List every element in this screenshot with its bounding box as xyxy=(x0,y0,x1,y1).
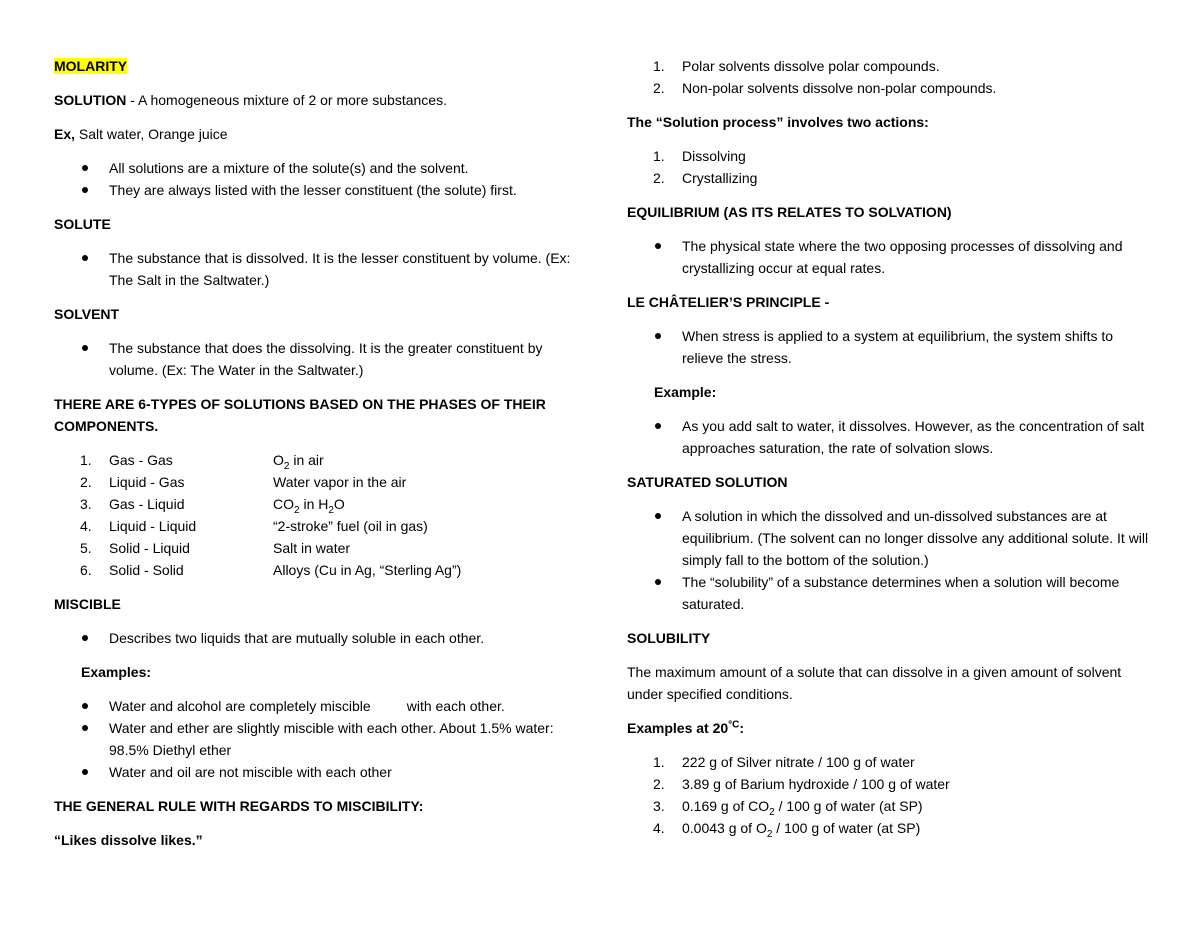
list-item: As you add salt to water, it dissolves. However, as the concentration of salt approaches saturation, the rate of solvation slows. xyxy=(627,415,1157,459)
phase-pair: Gas - Gas xyxy=(109,452,173,468)
solubility-list xyxy=(627,751,1157,839)
list-item: 4. 0.0043 g of $O_2 / 100$ g of water (at SP) xyxy=(653,820,921,840)
lechatelier-bullet-list xyxy=(627,325,1157,369)
list-item xyxy=(54,537,574,559)
examples-label: Examples: xyxy=(81,664,152,680)
rule-list xyxy=(627,55,1157,99)
page-title: MOLARITY xyxy=(54,58,128,74)
miscible-examples-list xyxy=(54,695,574,783)
type-example: “2-stroke” fuel (oil in gas) xyxy=(273,518,428,534)
solution-example xyxy=(54,123,574,145)
solution-types-list xyxy=(54,449,574,581)
rule-heading: THE GENERAL RULE WITH REGARDS TO MISCIBILITY: xyxy=(54,798,424,814)
phase-pair: Gas - Liquid xyxy=(109,496,185,512)
ex-label: Ex, xyxy=(54,126,76,142)
solubility-definition: The maximum amount of a solute that can dissolve in a given amount of solvent under specified conditions. xyxy=(627,664,1122,702)
example-label: Example: xyxy=(654,384,717,400)
phase-pair: Liquid - Liquid xyxy=(109,518,197,534)
item-number: 3. xyxy=(80,496,92,512)
list-item: 1. Dissolving xyxy=(653,148,746,164)
type-example: Alloys (Cu in Ag, “Sterling Ag”) xyxy=(273,562,462,578)
examples-at-heading: Examples at $20^{^\circ C}$: xyxy=(627,719,745,736)
solubility-heading: SOLUBILITY xyxy=(627,630,711,646)
list-item: Water and ether are slightly miscible with each other. About 1.5% water: 98.5% Diethyl ether xyxy=(54,717,574,761)
example-bullet-list xyxy=(627,415,1157,459)
list-item: When stress is applied to a system at equilibrium, the system shifts to relieve the stress. xyxy=(627,325,1157,369)
list-item: The substance that does the dissolving. It is the greater constituent by volume. (Ex: The Water in the Saltwater.) xyxy=(54,337,574,381)
phase-pair: Solid - Solid xyxy=(109,562,184,578)
ex-text: Salt water, Orange juice xyxy=(75,126,228,142)
left-column xyxy=(54,55,574,863)
list-item: The physical state where the two opposing processes of dissolving and crystallizing occur at equal rates. xyxy=(627,235,1157,279)
types-heading: THERE ARE 6-TYPES OF SOLUTIONS BASED ON THE PHASES OF THEIR COMPONENTS. xyxy=(54,396,546,434)
list-item: 2. 3.89 g of Barium hydroxide / 100 g of water xyxy=(653,776,950,792)
rule-text: “Likes dissolve likes.” xyxy=(54,832,203,848)
solute-heading: SOLUTE xyxy=(54,216,111,232)
list-item: The substance that is dissolved. It is the lesser constituent by volume. (Ex: The Salt in the Saltwater.) xyxy=(54,247,574,291)
solution-term: SOLUTION xyxy=(54,92,127,108)
process-list xyxy=(627,145,1157,189)
solvent-heading: SOLVENT xyxy=(54,306,120,322)
phase-pair: Liquid - Gas xyxy=(109,474,185,490)
list-item: 2. Crystallizing xyxy=(653,170,758,186)
list-item xyxy=(54,471,574,493)
item-number: 1. xyxy=(80,452,92,468)
list-item: A solution in which the dissolved and un-dissolved substances are at equilibrium. (The solvent can no longer dissolve any additional solute. It will simply fall to the bottom of the solution.) xyxy=(627,505,1157,571)
item-number: 4. xyxy=(80,518,92,534)
item-number: 6. xyxy=(80,562,92,578)
solute-bullet-list xyxy=(54,247,574,291)
right-column xyxy=(627,55,1157,851)
phase-pair: Solid - Liquid xyxy=(109,540,190,556)
list-item: 3. 0.169 g of $CO_2 / 100$ g of water (at SP) xyxy=(653,798,923,818)
list-item: Describes two liquids that are mutually soluble in each other. xyxy=(54,627,574,649)
solution-def-text: - A homogeneous mixture of 2 or more substances. xyxy=(126,92,447,108)
equilibrium-heading: EQUILIBRIUM (AS ITS RELATES TO SOLVATION) xyxy=(627,204,952,220)
saturated-bullet-list xyxy=(627,505,1157,615)
list-item xyxy=(54,493,574,515)
title-line xyxy=(54,55,574,77)
list-item: The “solubility” of a substance determines when a solution will become saturated. xyxy=(627,571,1157,615)
miscible-heading: MISCIBLE xyxy=(54,596,121,612)
list-item xyxy=(54,515,574,537)
type-example: Salt in water xyxy=(273,540,351,556)
list-item xyxy=(54,559,574,581)
type-example: Water vapor in the air xyxy=(273,474,407,490)
list-item: 1. 222 g of Silver nitrate / 100 g of water xyxy=(653,754,915,770)
solution-bullet-list xyxy=(54,157,574,201)
lechatelier-heading: LE CHÂTELIER’S PRINCIPLE - xyxy=(627,294,830,310)
list-item: 1. Polar solvents dissolve polar compounds. xyxy=(653,58,940,74)
item-number: 2. xyxy=(80,474,92,490)
list-item: 2. Non-polar solvents dissolve non-polar compounds. xyxy=(653,80,997,96)
type-example: $O_2$ in air xyxy=(273,452,324,472)
solvent-bullet-list xyxy=(54,337,574,381)
list-item: All solutions are a mixture of the solute(s) and the solvent. xyxy=(54,157,574,179)
equilibrium-bullet-list xyxy=(627,235,1157,279)
solution-definition xyxy=(54,89,574,111)
item-number: 5. xyxy=(80,540,92,556)
list-item: Water and oil are not miscible with each other xyxy=(54,761,574,783)
process-heading: The “Solution process” involves two actions: xyxy=(627,114,929,130)
miscible-bullet-list xyxy=(54,627,574,649)
type-example: $CO_2$ in $H_2O$ xyxy=(273,496,345,516)
list-item: They are always listed with the lesser constituent (the solute) first. xyxy=(54,179,574,201)
saturated-heading: SATURATED SOLUTION xyxy=(627,474,788,490)
list-item xyxy=(54,449,574,471)
list-item: Water and alcohol are completely miscible with each other. xyxy=(54,695,574,717)
